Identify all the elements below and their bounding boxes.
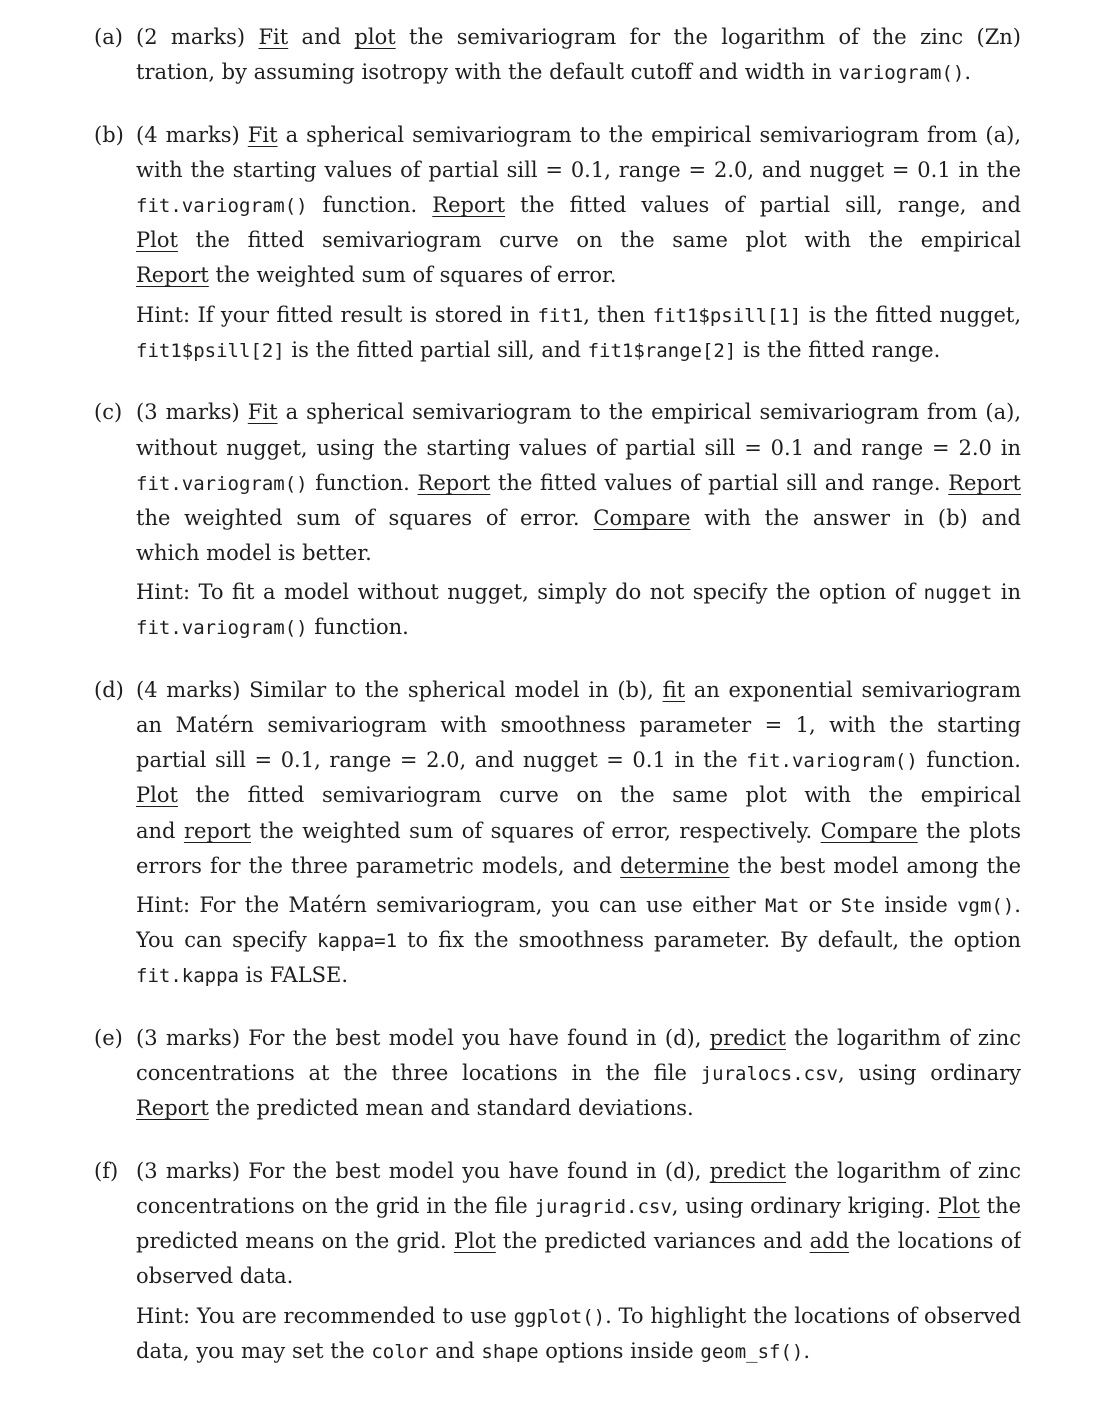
underlined-term: determine — [620, 854, 730, 878]
underlined-term: Fit — [247, 400, 278, 424]
code-term: fit1$psill[1] — [652, 305, 802, 327]
underlined-term: Report — [136, 263, 209, 287]
hint-line: fit1$psill[2] is the fitted partial sill, and fit1$range[2] is the fitted range. — [136, 338, 941, 362]
code-term: color — [371, 1341, 429, 1363]
text-line: (3 marks) For the best model you have found in (d), predict the logarithm of zinc — [136, 1159, 1021, 1183]
underlined-term: Plot — [937, 1194, 980, 1218]
hint-line: fit.variogram() function. — [136, 615, 409, 639]
hint-line: fit.kappa is FALSE. — [136, 963, 349, 987]
code-term: fit.kappa — [136, 965, 239, 987]
code-term: fit1$range[2] — [587, 340, 737, 362]
underlined-term: report — [183, 819, 251, 843]
hint-line: Hint: You are recommended to use ggplot(). To highlight the locations of observed — [136, 1304, 1021, 1328]
code-term: fit1$psill[2] — [136, 340, 285, 362]
code-term: fit.variogram() — [136, 195, 308, 217]
text-line: fit.variogram() function. Report the fitted values of partial sill and range. Report — [136, 471, 1021, 495]
text-line: and report the weighted sum of squares of error, respectively. Compare the plots — [136, 819, 1021, 843]
text-line: partial sill = 0.1, range = 2.0, and nugget = 0.1 in the fit.variogram() function. — [136, 748, 1021, 772]
code-term: nugget — [923, 582, 993, 604]
text-line: errors for the three parametric models, and determine the best model among the — [136, 854, 1021, 878]
code-term: geom_sf() — [700, 1341, 804, 1363]
hint-line: Hint: For the Matérn semivariogram, you can use either Mat or Ste inside vgm(). — [136, 893, 1021, 917]
text-line: concentrations at the three locations in the file juralocs.csv, using ordinary — [136, 1061, 1021, 1085]
underlined-term: Compare — [593, 506, 691, 530]
underlined-term: predict — [709, 1026, 786, 1050]
code-term: fit.variogram() — [746, 750, 918, 772]
text-line: with the starting values of partial sill = 0.1, range = 2.0, and nugget = 0.1 in the — [136, 158, 1021, 182]
underlined-term: Fit — [247, 123, 278, 147]
code-term: juralocs.csv — [700, 1063, 838, 1085]
underlined-term: predict — [709, 1159, 786, 1183]
text-line: concentrations on the grid in the file juragrid.csv, using ordinary kriging. Plot the — [136, 1194, 1021, 1218]
underlined-term: Report — [432, 193, 506, 217]
hint-line: Hint: If your fitted result is stored in fit1, then fit1$psill[1] is the fitted nugget, — [136, 303, 1021, 327]
underlined-term: Report — [948, 471, 1021, 495]
question-label: (e) — [94, 1026, 123, 1050]
code-term: kappa=1 — [316, 930, 398, 952]
text-line: Report the predicted mean and standard deviations. — [136, 1096, 694, 1120]
hint-line: You can specify kappa=1 to fix the smoothness parameter. By default, the option — [136, 928, 1021, 952]
code-term: variogram() — [838, 62, 965, 84]
underlined-term: Plot — [453, 1229, 496, 1253]
underlined-term: Fit — [258, 25, 289, 49]
question-label: (f) — [94, 1159, 119, 1183]
code-term: Mat — [764, 895, 800, 917]
code-term: vgm() — [957, 895, 1015, 917]
text-line: Plot the fitted semivariogram curve on the same plot with the empirical — [136, 228, 1021, 252]
underlined-term: Report — [136, 1096, 209, 1120]
text-line: fit.variogram() function. Report the fitted values of partial sill, range, and — [136, 193, 1021, 217]
underlined-term: Plot — [136, 783, 178, 807]
underlined-term: Compare — [820, 819, 918, 843]
question-label: (c) — [94, 400, 123, 424]
text-line: (4 marks) Fit a spherical semivariogram to the empirical semivariogram from (a), — [136, 123, 1021, 147]
underlined-term: Plot — [136, 228, 178, 252]
text-line: an Matérn semivariogram with smoothness parameter = 1, with the starting — [136, 713, 1021, 737]
text-line: Report the weighted sum of squares of error. — [136, 263, 617, 287]
code-term: shape — [481, 1341, 539, 1363]
hint-line: Hint: To fit a model without nugget, simply do not specify the option of nugget in — [136, 580, 1021, 604]
question-label: (a) — [94, 25, 123, 49]
text-line: which model is better. — [136, 541, 372, 565]
text-line: tration, by assuming isotropy with the default cutoff and width in variogram(). — [136, 60, 972, 84]
text-line: (4 marks) Similar to the spherical model in (b), fit an exponential semivariogram — [136, 678, 1021, 702]
code-term: fit1 — [537, 305, 584, 327]
text-line: the weighted sum of squares of error. Compare with the answer in (b) and — [136, 506, 1021, 530]
underlined-term: plot — [354, 25, 396, 49]
code-term: ggplot() — [513, 1306, 606, 1328]
hint-line: data, you may set the color and shape options inside geom_sf(). — [136, 1339, 811, 1363]
code-term: Ste — [840, 895, 875, 917]
text-line: without nugget, using the starting values of partial sill = 0.1 and range = 2.0 in — [136, 436, 1021, 460]
code-term: fit.variogram() — [136, 617, 308, 639]
code-term: fit.variogram() — [136, 473, 308, 495]
text-line: (3 marks) For the best model you have found in (d), predict the logarithm of zinc — [136, 1026, 1021, 1050]
text-line: Plot the fitted semivariogram curve on the same plot with the empirical — [136, 783, 1021, 807]
question-label: (d) — [94, 678, 124, 702]
text-line: predicted means on the grid. Plot the predicted variances and add the locations of — [136, 1229, 1021, 1253]
text-line: observed data. — [136, 1264, 294, 1288]
question-label: (b) — [94, 123, 124, 147]
text-line: (3 marks) Fit a spherical semivariogram to the empirical semivariogram from (a), — [136, 400, 1021, 424]
underlined-term: add — [809, 1229, 850, 1253]
text-line: (2 marks) Fit and plot the semivariogram for the logarithm of the zinc (Zn) — [136, 25, 1021, 49]
code-term: juragrid.csv — [534, 1196, 672, 1218]
underlined-term: fit — [662, 678, 686, 702]
underlined-term: Report — [417, 471, 491, 495]
